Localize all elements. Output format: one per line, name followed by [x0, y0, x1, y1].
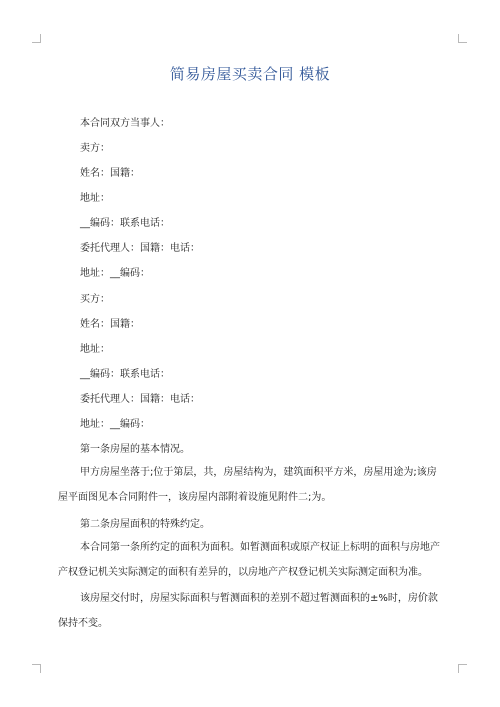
- seller-address-line: 地址：: [80, 193, 110, 204]
- document-title: 简易房屋买卖合同 模板: [169, 65, 331, 83]
- buyer-agent-line: 委托代理人：国籍：电话：: [80, 394, 200, 405]
- seller-label: 卖方：: [80, 143, 110, 154]
- page-corner-mark-bottom-right: [458, 664, 467, 673]
- page-corner-mark-top-left: [32, 34, 41, 43]
- seller-agent-address-line: 地址：__编码：: [80, 268, 150, 279]
- buyer-address-line: 地址：: [80, 344, 110, 355]
- article-1-heading: 第一条房屋的基本情况。: [80, 444, 190, 455]
- seller-name-line: 姓名：国籍：: [80, 168, 140, 179]
- property-description-paragraph: 甲方房屋坐落于;位于第层，共，房屋结构为，建筑面积平方米，房屋用途为;该房屋平面图见本合同附件一，该房屋内部附着设施见附件二;为。: [58, 467, 437, 503]
- buyer-label: 买方：: [80, 294, 110, 305]
- buyer-agent-address-line: 地址：__编码：: [80, 419, 150, 430]
- page-corner-mark-bottom-left: [32, 664, 41, 673]
- seller-agent-line: 委托代理人：国籍：电话：: [80, 243, 200, 254]
- parties-heading: 本合同双方当事人：: [80, 118, 170, 129]
- page-corner-mark-top-right: [458, 34, 467, 43]
- area-tolerance-paragraph: 该房屋交付时，房屋实际面积与暂测面积的差别不超过暂测面积的±%时，房价款保持不变。: [58, 593, 438, 629]
- buyer-name-line: 姓名：国籍：: [80, 319, 140, 330]
- area-definition-paragraph: 本合同第一条所约定的面积为面积。如暂测面积或原产权证上标明的面积与房地产产权登记机关实际测定的面积有差异的，以房地产产权登记机关实际测定面积为准。: [58, 542, 440, 578]
- seller-postcode-line: __编码：联系电话：: [80, 218, 170, 229]
- article-2-heading: 第二条房屋面积的特殊约定。: [80, 519, 210, 530]
- buyer-postcode-line: __编码：联系电话：: [80, 369, 170, 380]
